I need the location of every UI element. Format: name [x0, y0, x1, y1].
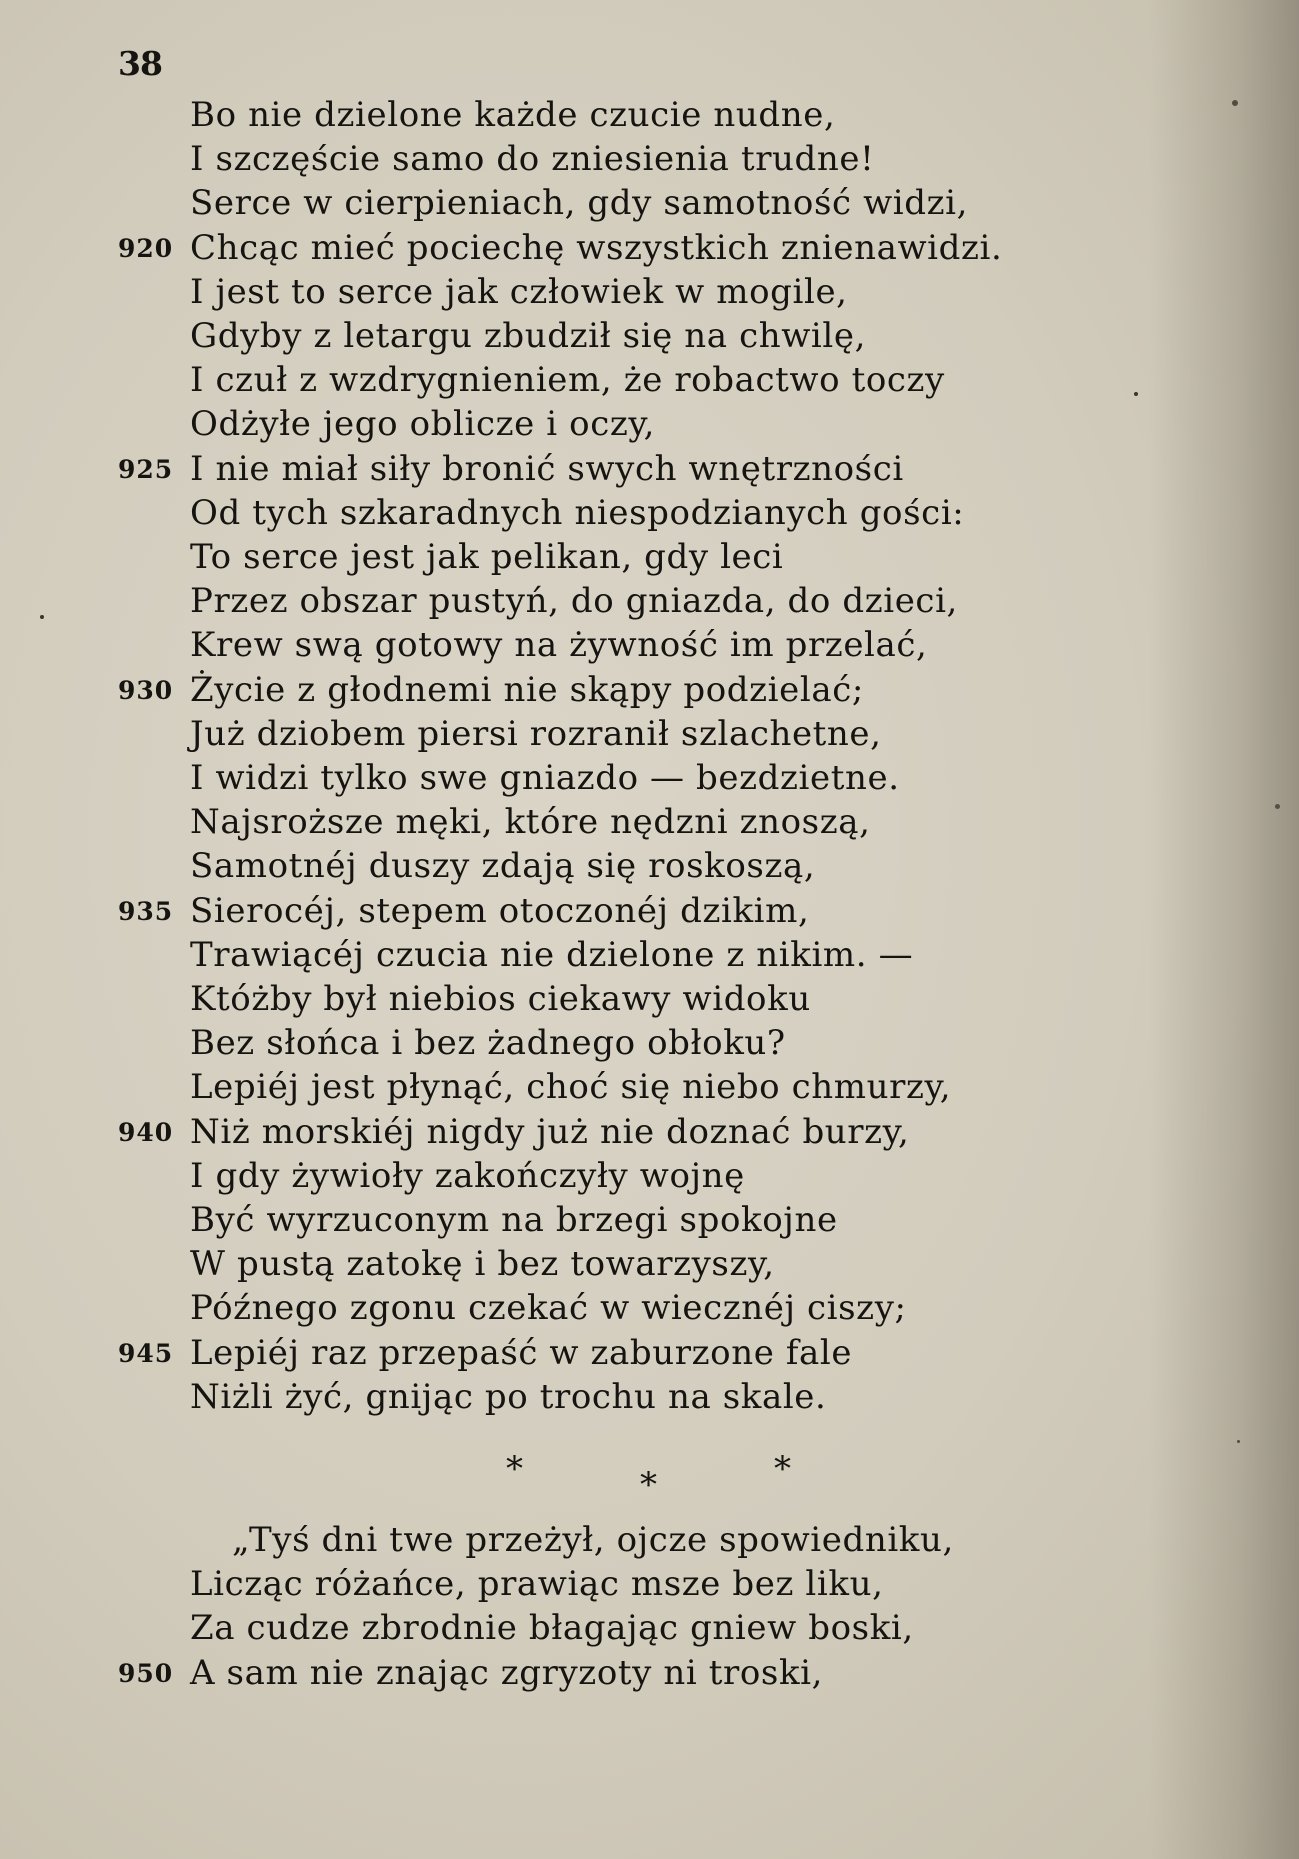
verse-line: I nie miał siły bronić swych wnętrzności [190, 449, 904, 489]
verse-line: Bo nie dzielone każde czucie nudne, [190, 95, 836, 135]
line-number: 920 [118, 234, 174, 263]
verse-line: Życie z głodnemi nie skąpy podzielać; [190, 670, 864, 710]
verse-line: To serce jest jak pelikan, gdy leci [190, 537, 784, 577]
verse-line: Od tych szkaradnych niespodzianych gości: [190, 493, 965, 533]
verse-line: Już dziobem piersi rozranił szlachetne, [190, 714, 882, 754]
verse-line: Licząc różańce, prawiąc msze bez liku, [190, 1564, 884, 1604]
verse-line: Chcąc mieć pociechę wszystkich znienawidzi. [190, 228, 1003, 268]
line-number: 945 [118, 1339, 174, 1368]
asterism-left: * [506, 1449, 523, 1489]
verse-line: I gdy żywioły zakończyły wojnę [190, 1156, 745, 1196]
line-number: 925 [118, 455, 174, 484]
verse-line: Odżyłe jego oblicze i oczy, [190, 404, 656, 444]
verse-line: Sierocéj, stepem otoczonéj dzikim, [190, 891, 810, 931]
verse-line: Serce w cierpieniach, gdy samotność widzi, [190, 183, 969, 223]
line-number: 935 [118, 897, 174, 926]
line-number: 940 [118, 1118, 174, 1147]
verse-line: Najsroższe męki, które nędzni znoszą, [190, 802, 871, 842]
verse-line: A sam nie znając zgryzoty ni troski, [190, 1653, 824, 1693]
verse-line: Niż morskiéj nigdy już nie doznać burzy, [190, 1112, 910, 1152]
verse-line: I szczęście samo do zniesienia trudne! [190, 139, 875, 179]
verse-line: I jest to serce jak człowiek w mogile, [190, 272, 848, 312]
page-number: 38 [118, 44, 162, 83]
asterism-middle: * [640, 1465, 657, 1505]
verse-line: Być wyrzuconym na brzegi spokojne [190, 1200, 838, 1240]
verse-line: Krew swą gotowy na żywność im przelać, [190, 625, 928, 665]
verse-line: Któżby był niebios ciekawy widoku [190, 979, 811, 1019]
verse-line: Bez słońca i bez żadnego obłoku? [190, 1023, 786, 1063]
verse-line: I widzi tylko swe gniazdo — bezdzietne. [190, 758, 900, 798]
verse-line: Gdyby z letargu zbudził się na chwilę, [190, 316, 866, 356]
verse-line: I czuł z wzdrygnieniem, że robactwo toczy [190, 360, 945, 400]
verse-line: Za cudze zbrodnie błagając gniew boski, [190, 1608, 914, 1648]
verse-line: Przez obszar pustyń, do gniazda, do dzieci, [190, 581, 958, 621]
verse-line: Samotnéj duszy zdają się roskoszą, [190, 846, 816, 886]
verse-line: Trawiącéj czucia nie dzielone z nikim. — [190, 935, 914, 975]
verse-line: W pustą zatokę i bez towarzyszy, [190, 1244, 775, 1284]
line-number: 950 [118, 1659, 174, 1688]
line-number: 930 [118, 676, 174, 705]
verse-line: „Tyś dni twe przeżył, ojcze spowiedniku, [232, 1520, 954, 1560]
verse-line: Późnego zgonu czekać w wiecznéj ciszy; [190, 1288, 907, 1328]
verse-line: Lepiéj raz przepaść w zaburzone fale [190, 1333, 853, 1373]
asterism-right: * [774, 1449, 791, 1489]
verse-line: Lepiéj jest płynąć, choć się niebo chmurzy, [190, 1067, 952, 1107]
verse-line: Niżli żyć, gnijąc po trochu na skale. [190, 1377, 827, 1417]
